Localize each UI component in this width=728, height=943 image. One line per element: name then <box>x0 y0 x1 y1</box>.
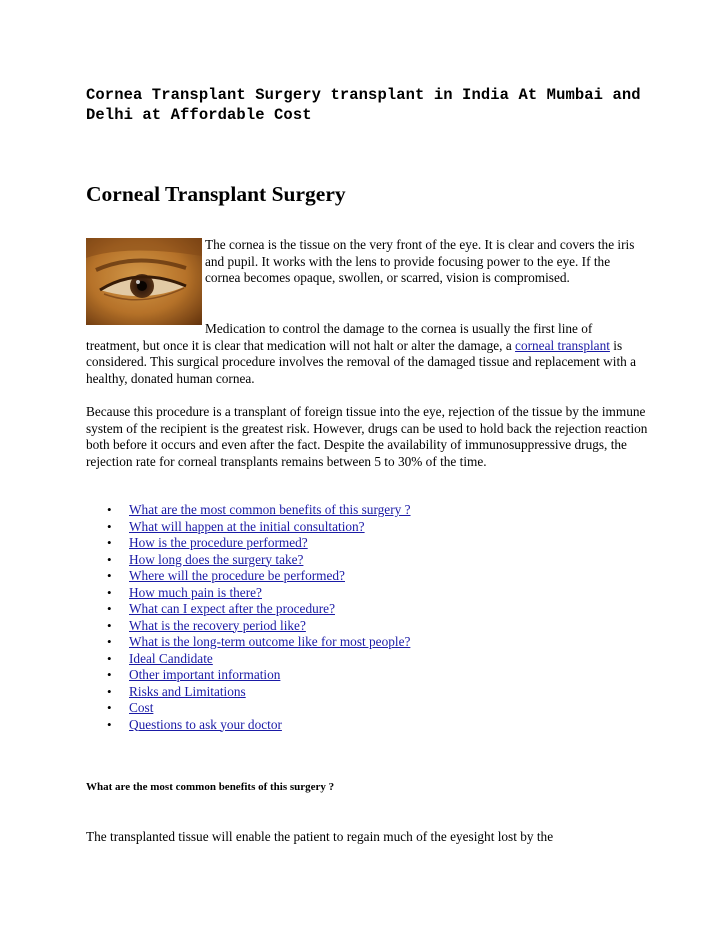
toc-link[interactable]: Other important information <box>129 667 281 682</box>
bullet-icon: • <box>107 568 112 583</box>
bullet-icon: • <box>107 700 112 715</box>
toc-link[interactable]: How long does the surgery take? <box>129 551 304 567</box>
list-item <box>86 585 411 602</box>
section-heading: Corneal Transplant Surgery <box>86 182 346 206</box>
bullet-icon: • <box>107 683 112 699</box>
toc-link[interactable]: Risks and Limitations <box>129 683 246 699</box>
toc-link[interactable]: What is the recovery period like? <box>129 617 306 633</box>
toc-link[interactable]: What will happen at the initial consultation? <box>129 518 365 534</box>
corneal-transplant-link[interactable]: corneal transplant <box>515 337 610 353</box>
bullet-icon: • <box>107 584 112 600</box>
list-item <box>86 717 411 734</box>
list-item <box>86 634 411 651</box>
medication-text-end: is considered. This surgical procedure involves the removal of the damaged tissue and replacement with a healthy, donated human cornea. <box>86 337 637 386</box>
benefits-paragraph: The transplanted tissue will enable the patient to regain much of the eyesight lost by the <box>86 829 554 844</box>
toc-link[interactable]: Where will the procedure be performed? <box>129 568 345 583</box>
bullet-icon: • <box>107 650 112 666</box>
list-item <box>86 667 411 684</box>
toc-link[interactable]: How is the procedure performed? <box>129 535 308 550</box>
procedure-paragraph: Because this procedure is a transplant of foreign tissue into the eye, rejection of the tissue by the immune system of the recipient is the greatest risk. However, drugs can be used to hold back the rejection reaction both before it occurs and even after the fact. Despite the availability of immunosuppressive drugs, the rejection rate for corneal transplants remains between 5 to 30% of the time. <box>86 404 648 469</box>
list-item <box>86 535 411 552</box>
bullet-icon: • <box>107 535 112 550</box>
bullet-icon: • <box>107 634 112 649</box>
toc-link[interactable]: What is the long-term outcome like for most people? <box>129 634 411 649</box>
toc-link[interactable]: What can I expect after the procedure? <box>129 601 335 616</box>
list-item <box>86 519 411 536</box>
bullet-icon: • <box>107 502 112 517</box>
list-item <box>86 700 411 717</box>
bullet-icon: • <box>107 667 112 682</box>
intro-paragraph: The cornea is the tissue on the very front of the eye. It is clear and covers the iris and pupil. It works with the lens to provide focusing power to the eye. If the cornea becomes opaque, swollen, or scarred, vision is compromised. <box>205 237 635 285</box>
document-title: Cornea Transplant Surgery transplant in India At Mumbai and Delhi at Affordable Cost <box>86 86 641 124</box>
toc-link[interactable]: Ideal Candidate <box>129 650 213 666</box>
bullet-icon: • <box>107 518 112 534</box>
medication-text-start: Medication to control the damage to the cornea is usually the first line of treatment, but once it is clear that medication will not halt or alter the damage, a <box>86 321 593 353</box>
eye-image <box>86 238 202 325</box>
medication-paragraph <box>86 321 648 387</box>
bullet-icon: • <box>107 601 112 616</box>
toc-link[interactable]: What are the most common benefits of this surgery ? <box>129 502 411 517</box>
toc-link[interactable]: How much pain is there? <box>129 584 262 600</box>
benefits-heading: What are the most common benefits of this surgery ? <box>86 781 335 793</box>
table-of-contents <box>86 502 411 733</box>
toc-link[interactable]: Cost <box>129 700 154 715</box>
bullet-icon: • <box>107 551 112 567</box>
list-item <box>86 651 411 668</box>
toc-link[interactable]: Questions to ask your doctor <box>129 716 282 732</box>
list-item <box>86 618 411 635</box>
bullet-icon: • <box>107 617 112 633</box>
list-item <box>86 568 411 585</box>
list-item <box>86 684 411 701</box>
list-item <box>86 502 411 519</box>
list-item <box>86 552 411 569</box>
bullet-icon: • <box>107 716 112 732</box>
list-item <box>86 601 411 618</box>
